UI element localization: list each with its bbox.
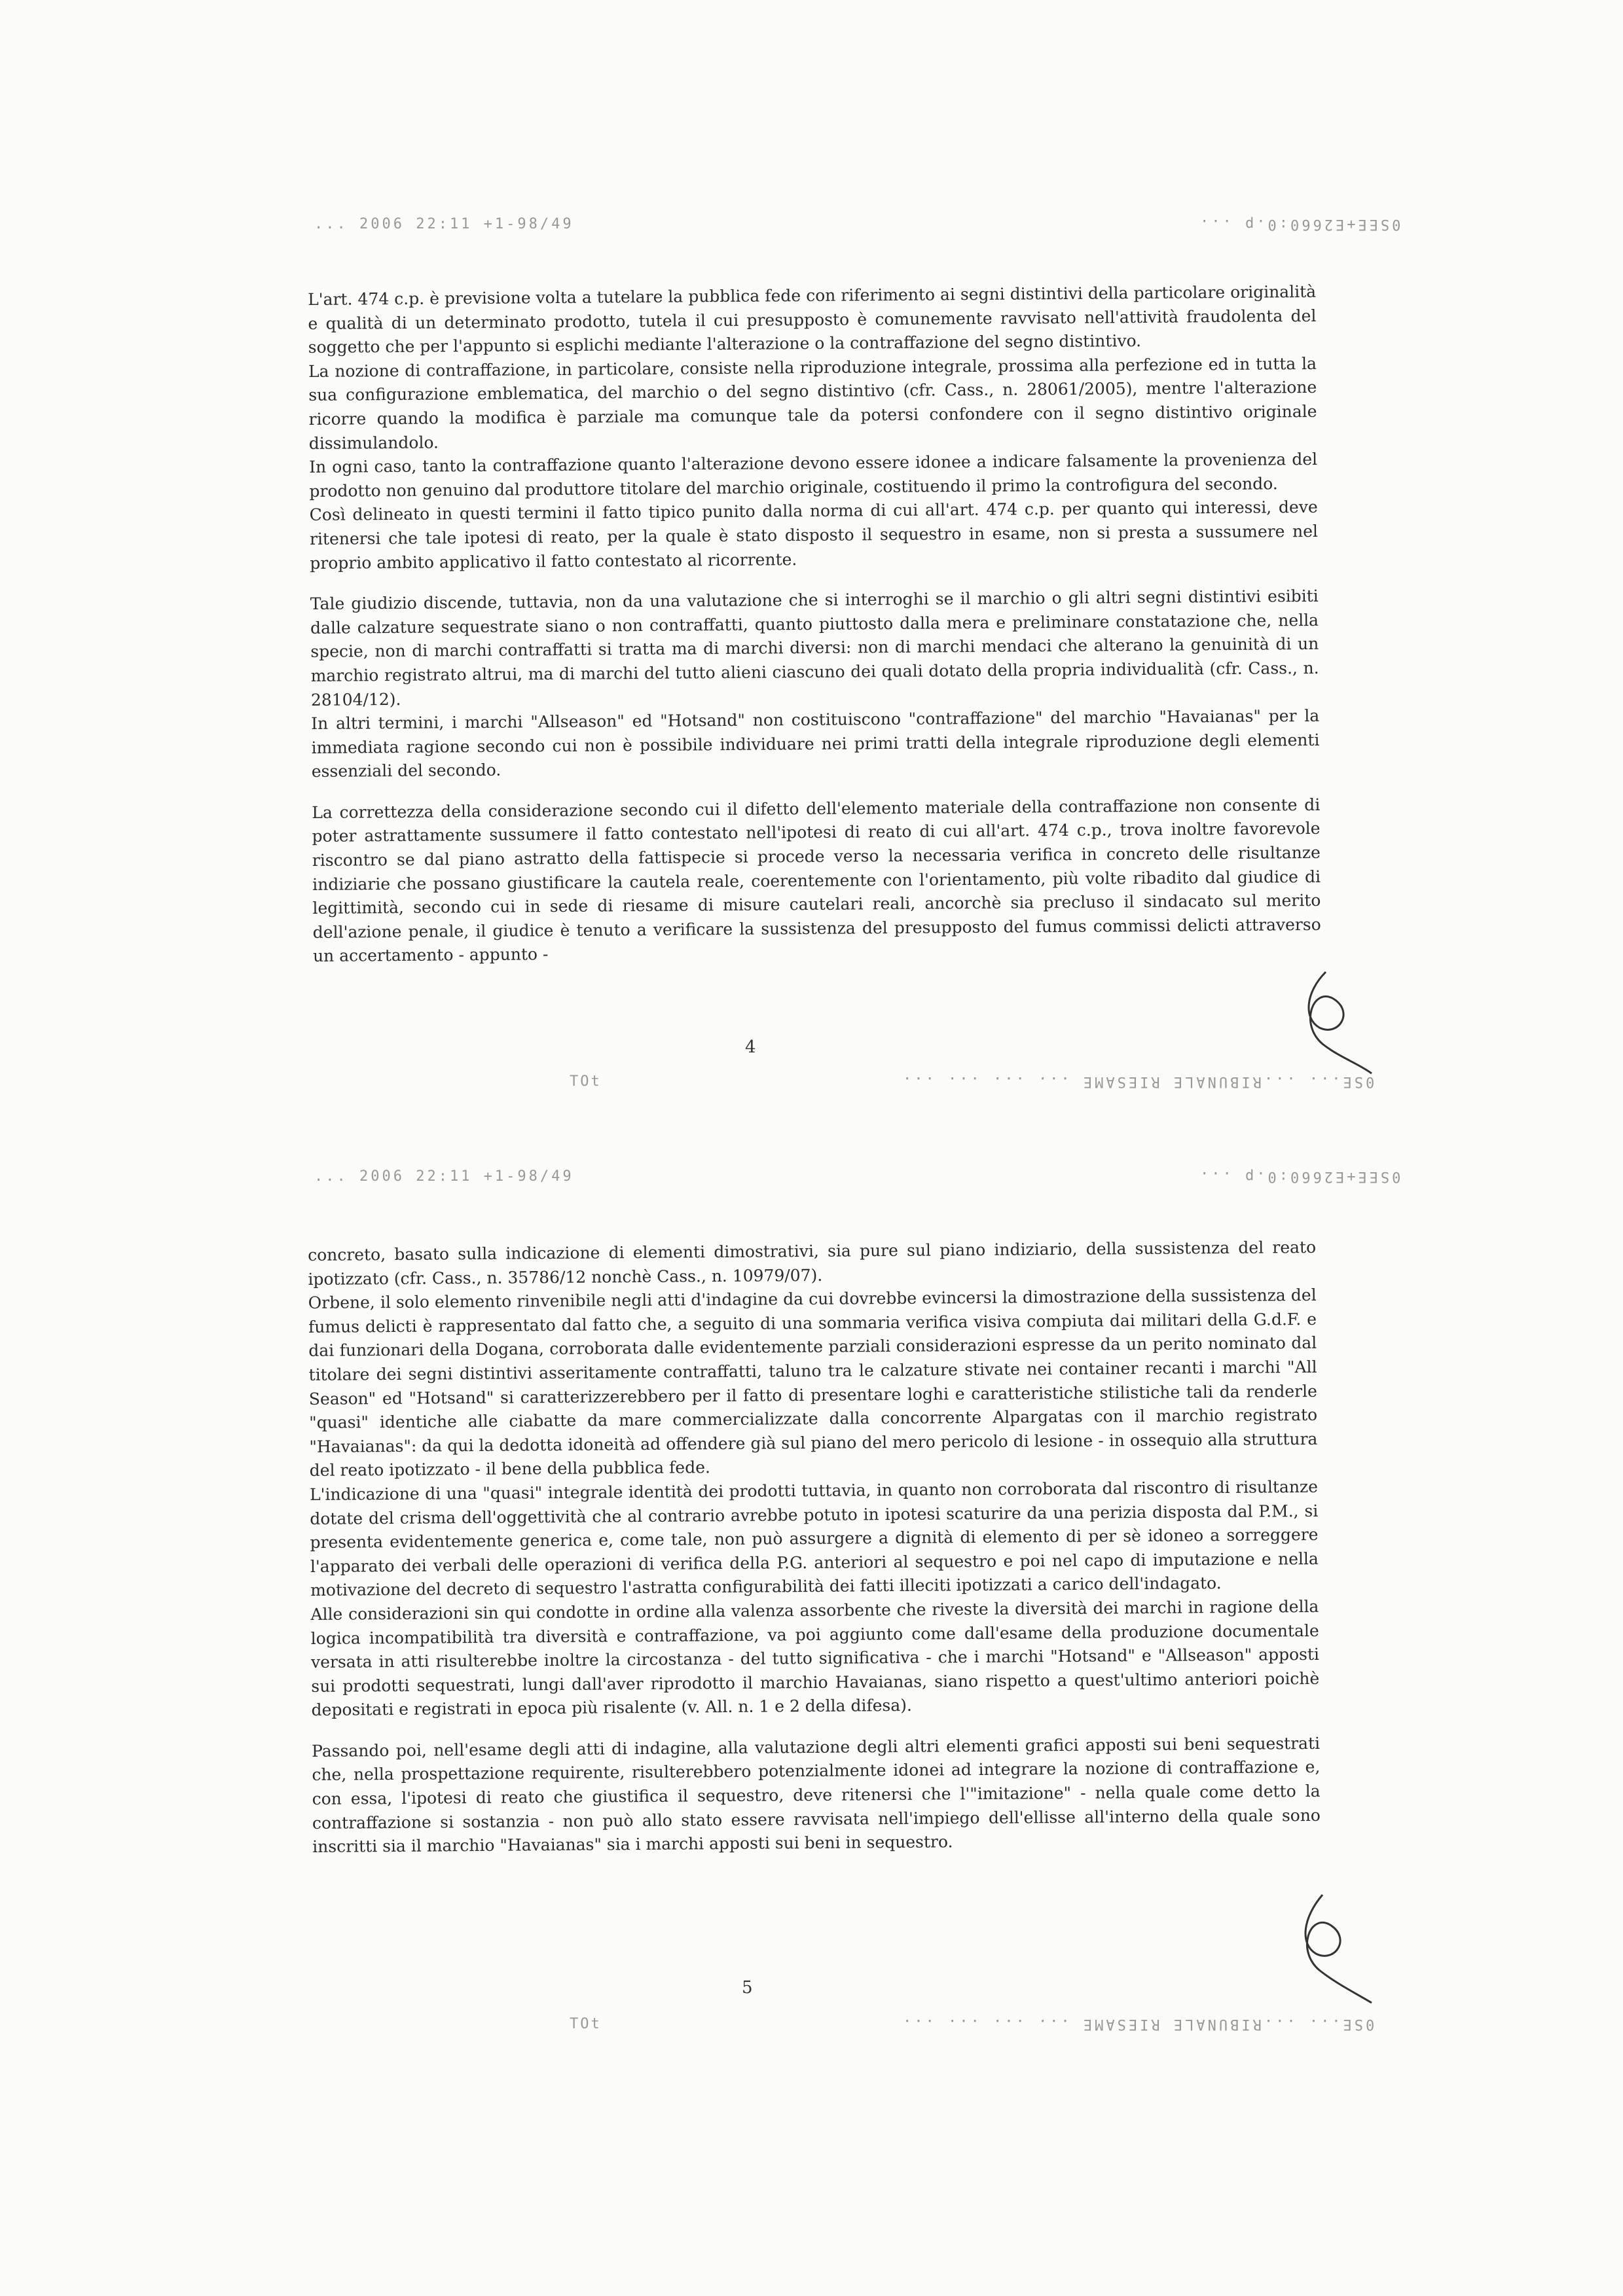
fax-header-right: 0SEE+E2660:0.p ...	[1197, 1168, 1400, 1185]
fax-footer-page-2	[295, 2016, 1427, 2042]
fax-header-page-2	[295, 1168, 1427, 1194]
paragraph: In altri termini, i marchi "Allseason" ed "Hotsand" non costituiscono "contraffazione" del marchio "Havaianas" per la immediata ragione secondo cui non è possibile individuare nei primi tratti della integrale riproduzione degli elementi essenziali del secondo.	[311, 706, 1320, 781]
page-1-body	[308, 280, 1321, 969]
paragraph: La nozione di contraffazione, in particolare, consiste nella riproduzione integrale, prossima alla perfezione ed in tutta la sua configurazione emblematica, del marchio o del segno distintivo (cfr. Cass., n. 28061/2005), mentre l'alterazione ricorre quando la modifica è parziale ma comunque tale da potersi confondere con il segno distintivo originale dissimulandolo.	[308, 353, 1317, 453]
signature-mark-icon	[1286, 1888, 1378, 2006]
page-2-body	[308, 1236, 1321, 1859]
fax-header-right: 0SEE+E2660:0.p ...	[1197, 216, 1400, 232]
fax-footer-page-1	[295, 1073, 1427, 1100]
fax-footer-right: 0SE... ...RIBUNALE RIESAME ... ... ... ...	[900, 2016, 1374, 2032]
paragraph: Tale giudizio discende, tuttavia, non da una valutazione che si interroghi se il marchio o gli altri segni distintivi esibiti dalle calzature sequestrate siano o non contraffatti, quanto piuttosto dalla mera e preliminare constatazione che, nella specie, non di marchi contraffatti si tratta ma di marchi diversi: non di marchi mendaci che alterano la genuinità di un marchio registrato altrui, ma di marchi del tutto alieni ciascuno dei quali dotato della propria individualità (cfr. Cass., n. 28104/12).	[310, 586, 1319, 709]
page-number: 4	[745, 1037, 756, 1057]
fax-header-left: ... 2006 22:11 +1-98/49	[314, 1168, 574, 1185]
paragraph: In ogni caso, tanto la contraffazione quanto l'alterazione devono essere idonee a indicare falsamente la provenienza del prodotto non genuino dal produttore titolare del marchio originale, costituendo il primo la controfigura del secondo.	[309, 450, 1318, 501]
paragraph: L'indicazione di una "quasi" integrale identità dei prodotti tuttavia, in quanto non corroborata dal riscontro di risultanze dotate del crisma dell'oggettività che al contrario avrebbe potuto in ipotesi scaturire da una perizia disposta dal P.M., si presenta evidentemente generica e, come tale, non può assurgere a dignità di elemento di per sè idoneo a sorreggere l'apparato dei verbali delle operazioni di verifica della P.G. anteriori al sequestro e poi nel capo di imputazione e nella motivazione del decreto di sequestro l'astratta configurabilità dei fatti illeciti ipotizzati a carico dell'indagato.	[309, 1477, 1319, 1600]
paragraph: Passando poi, nell'esame degli atti di indagine, alla valutazione degli altri elementi grafici apposti sui beni sequestrati che, nella prospettazione requirente, risulterebbero potenzialmente idonei ad integrare la nozione di contraffazione e, con essa, l'ipotesi di reato che giustifica il sequestro, deve ritenersi che l'"imitazione" - nella quale come detto la contraffazione si sostanzia - non può allo stato essere ravvisata nell'impiego dell'ellisse all'interno della quale sono inscritti sia il marchio "Havaianas" sia i marchi apposti sui beni in sequestro.	[311, 1733, 1321, 1857]
page-number: 5	[742, 1978, 753, 1998]
paragraph: Così delineato in questi termini il fatto tipico punito dalla norma di cui all'art. 474 c.p. per quanto qui interessi, deve ritenersi che tale ipotesi di reato, per la quale è stato disposto il sequestro in esame, non si presta a sussumere nel proprio ambito applicativo il fatto contestato al ricorrente.	[309, 497, 1319, 573]
paragraph: L'art. 474 c.p. è previsione volta a tutelare la pubblica fede con riferimento ai segni distintivi della particolare originalità e qualità di un determinato prodotto, tutela il cui presupposto è comunemente ravvisato nell'attività fraudolenta del soggetto che per l'appunto si esplichi mediante l'alterazione o la contraffazione del segno distintivo.	[308, 281, 1317, 357]
paragraph: concreto, basato sulla indicazione di elementi dimostrativi, sia pure sul piano indiziario, della sussistenza del reato ipotizzato (cfr. Cass., n. 35786/12 nonchè Cass., n. 10979/07).	[308, 1237, 1317, 1289]
fax-footer-left: TOt	[570, 1073, 602, 1090]
paragraph: La correttezza della considerazione secondo cui il difetto dell'elemento materiale della contraffazione non consente di poter astrattamente sussumere il fatto contestato nell'ipotesi di reato di cui all'art. 474 c.p., trova inoltre favorevole riscontro se dal piano astratto della fattispecie si procede verso la necessaria verifica in concreto delle risultanze indiziarie che possano giustificare la cautela reale, coerentemente con l'orientamento, più volte ribadito dal giudice di legittimità, secondo cui in sede di riesame di misure cautelari reali, ancorchè sia precluso il sindacato sul merito dell'azione penale, il giudice è tenuto a verificare la sussistenza del presupposto del fumus commissi delicti attraverso un accertamento - appunto -	[312, 795, 1321, 966]
signature-mark-icon	[1293, 965, 1378, 1077]
paragraph: Orbene, il solo elemento rinvenibile negli atti d'indagine da cui dovrebbe evincersi la dimostrazione della sussistenza del fumus delicti è rappresentato dal fatto che, a seguito di una sommaria verifica visiva compiuta dai militari della G.d.F. e dai funzionari della Dogana, corroborata dalle evidentemente parziali considerazioni espresse da un perito nominato dal titolare dei segni distintivi asseritamente contraffatti, taluno tra le calzature stivate nei container recanti i marchi "All Season" ed "Hotsand" si caratterizzerebbero per il fatto di presentare loghi e caratteristiche stilistiche tali da renderle "quasi" identiche alle ciabatte da mare commercializzate dalla concorrente Alpargatas con il marchio registrato "Havaianas": da qui la dedotta idoneità ad offendere già sul piano del mero pericolo di lesione - in ossequio alla struttura del reato ipotizzato - il bene della pubblica fede.	[308, 1285, 1318, 1480]
fax-footer-right: 0SE... ...RIBUNALE RIESAME ... ... ... ...	[900, 1073, 1374, 1090]
fax-header-left: ... 2006 22:11 +1-98/49	[314, 216, 574, 232]
paragraph: Alle considerazioni sin qui condotte in ordine alla valenza assorbente che riveste la diversità dei marchi in ragione della logica incompatibilità tra diversità e contraffazione, va poi aggiunto come dall'esame della produzione documentale versata in atti risulterebbe inoltre la circostanza - del tutto significativa - che i marchi "Hotsand" e "Allseason" apposti sui prodotti sequestrati, lungi dall'aver riprodotto il marchio Havaianas, siano rispetto a quest'ultimo anteriori poichè depositati e registrati in epoca più risalente (v. All. n. 1 e 2 della difesa).	[310, 1596, 1320, 1720]
fax-header-page-1	[295, 216, 1427, 242]
fax-footer-left: TOt	[570, 2016, 602, 2032]
